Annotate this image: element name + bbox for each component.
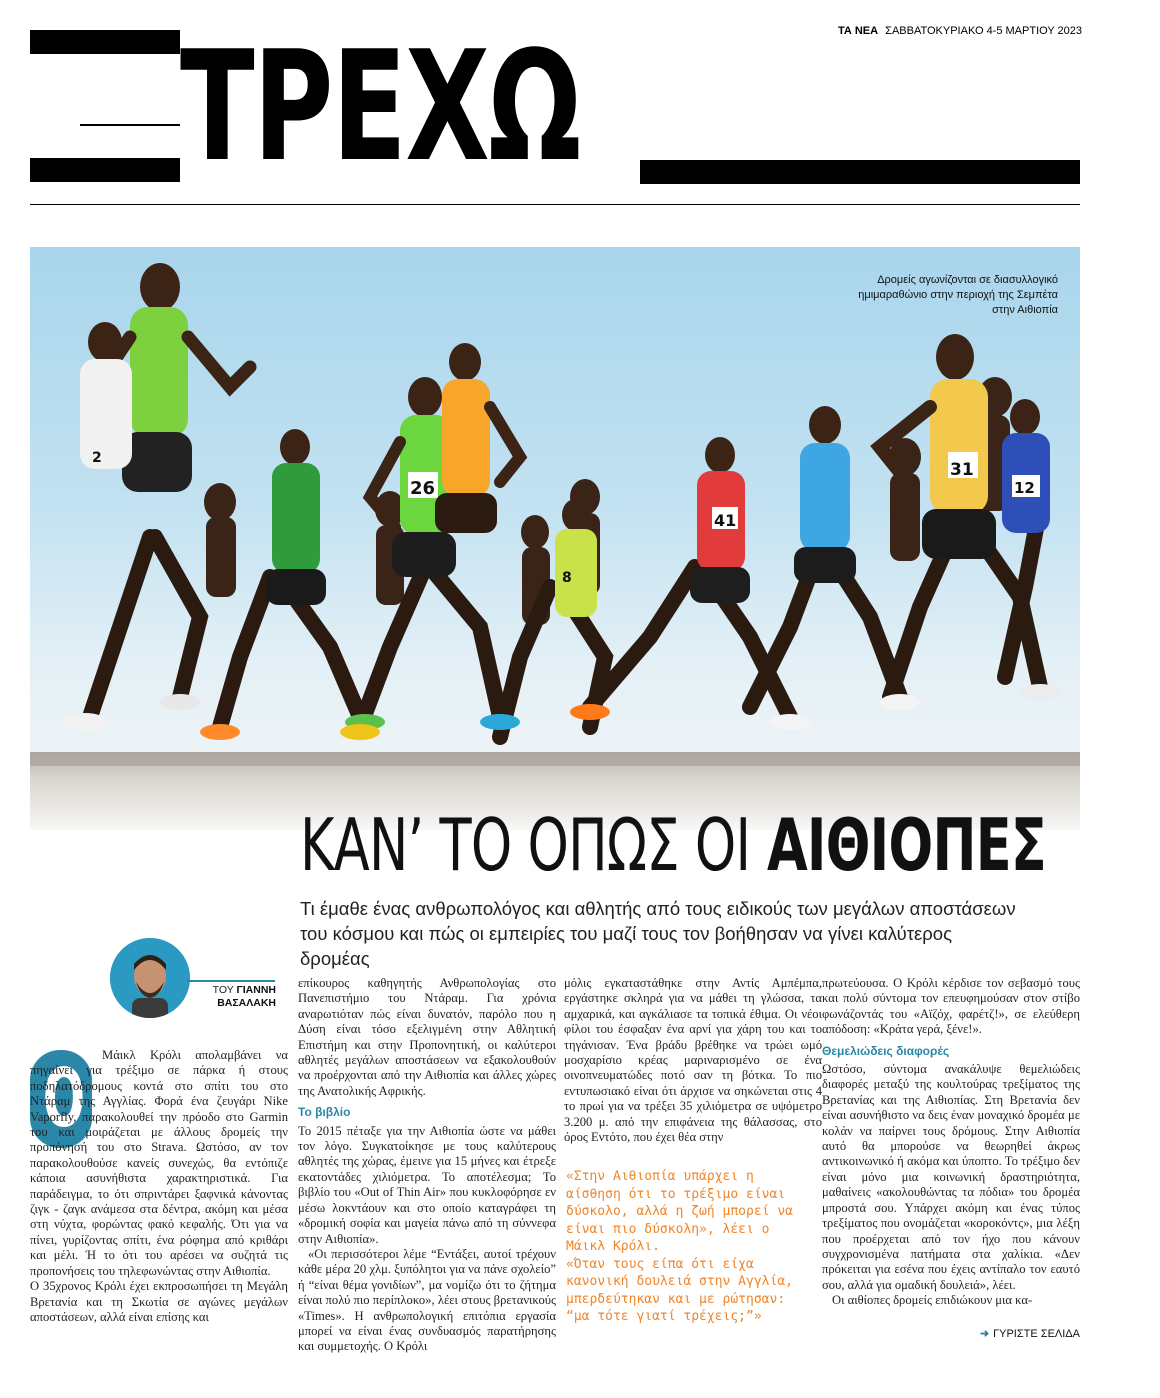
drop-cap-letter: Ο (42, 1052, 86, 1145)
runner-front-5 (794, 406, 856, 583)
pull-quote-text: «Όταν τους είπα ότι είχα κανονική δουλειά στην Αγγλία, μπερδεύτηκαν και με ρώτησαν: “μα τότε γιατί τρέχεις;”» (566, 1256, 793, 1324)
runner-front-3 (435, 343, 520, 533)
runner-shoes (63, 684, 1060, 740)
article-column-4 (822, 976, 1080, 1309)
runner-front-8 (266, 429, 326, 605)
section-title: ΤΡΕΧΩ (180, 18, 580, 195)
paragraph: Ωστόσο, σύντομα ανακάλυψε θεμελιώδεις διαφορές μεταξύ της κουλτούρας τρεξίματος της Βρετανίας και της Αιθιοπίας. Στη Βρετανία δεν είναι ασυνήθιστο να δεις έναν μοναχικό δρομέα με κολάν να παίρνει τους δρόμους. Στην Αιθιοπία αυτό θα μπορούσε να θεωρηθεί άκρως αντικοινωνικό ή ακόμα και ύποπτο. Το τρέξιμο δεν είναι μόνο μια κοινωνική δραστηριότητα, μαθαίνεις «ακολουθώντας τα πόδια» του δρομέα μπροστά σου. Υπάρχει ακόμη και ένας τύπος τρεξίματος που ονομάζεται «κοροκόντς», μια λέξη που προέρχεται από τον ήχο που κάνουν συγχρονισμένα πατήματα στα χαλίκια. «Δεν πρόκειται για εσένα που έχεις αντίπαλο τον εαυτό σου, αλλά για ομαδική δουλειά», λέει. (822, 1062, 1080, 1292)
road-edge (30, 752, 1080, 766)
paragraph: Το 2015 πέταξε για την Αιθιοπία ώστε να μάθει τον λόγο. Συγκατοίκησε με τους καλύτερους αθλητές της χώρας, έμεινε για 15 μήνες και έτρεξε εκατοντάδες χιλιόμετρα. Το αποτέλεσμα; Το βιβλίο του «Out of Thin Air» που κυκλοφόρησε εν μέσω λοκντάουν και στο οποίο καταγράφει τη «δρομική σοφία και μαγεία πάνω από τη σύννεφα στην Αιθιοπία». (298, 1123, 556, 1246)
lead-photo (30, 247, 1080, 830)
continue-label: ΓΥΡΙΣΤΕ ΣΕΛΙΔΑ (993, 1328, 1080, 1340)
continue-link[interactable] (980, 1327, 1080, 1340)
standfirst: Τι έμαθε ένας ανθρωπολόγος και αθλητής από τους ειδικούς των μεγάλων αποστάσεων του κόσμου και πώς οι εμπειρίες του μαζί τους τον βοήθησαν να γίνει καλύτερος δρομέας (300, 898, 1016, 969)
bib-number: 8 (562, 570, 572, 586)
page-meta (838, 25, 1082, 37)
bib-number: 12 (1014, 479, 1035, 497)
crosshead-book: Το βιβλίο (298, 1105, 351, 1120)
pull-quote-text: «Στην Αιθιοπία υπάρχει η αίσθηση ότι το τρέξιμο είναι δύσκολο, αλλά η ζωή μπορεί να είναι πιο δύσκολη», λέει ο Μάικλ Κρόλι. (566, 1169, 793, 1254)
masthead-rule-bottom (30, 158, 180, 182)
masthead-rule-mid (80, 124, 180, 126)
headline-part-light: ΚΑΝ’ ΤΟ ΟΠΩΣ ΟΙ (300, 803, 751, 887)
publication-name: ΤΑ ΝΕΑ (837, 25, 879, 37)
article-column-1 (30, 1048, 288, 1325)
runners-illustration (30, 247, 1080, 830)
byline (176, 984, 276, 1010)
bib-number: 31 (950, 460, 974, 480)
masthead-rule-top (30, 30, 180, 54)
byline-prefix: ΤΟΥ (212, 984, 234, 996)
paragraph: επίκουρος καθηγητής Ανθρωπολογίας στο Πανεπιστήμιο του Ντάραμ. Για χρόνια αναρωτιόταν πώς είναι δυνατόν, παρόλο που η Δύση είναι τόσο εξελιγμένη στην Αθλητική Επιστήμη και στην Προπονητική, οι καλύτεροι αθλητές μεγάλων αποστάσεων να εξακολουθούν να προέρχονται από την Αιθιοπία και άλλες χώρες της Ανατολικής Αφρικής. (298, 976, 556, 1098)
turn-arrow-icon: ➜ (979, 1328, 990, 1340)
paragraph: Οι αιθίοπες δρομείς επιδιώκουν μια κα- (832, 1293, 1033, 1308)
bib-number: 26 (410, 478, 436, 499)
pull-quote (566, 1168, 806, 1326)
byline-rule (187, 980, 275, 982)
article-column-3 (564, 976, 822, 1145)
bib-number: 41 (714, 511, 737, 530)
paragraph-text: Μάικλ Κρόλι απολαμβάνει να πηγαίνει για τρέξιμο σε πάρκα ή στους ποδηλατόδρομους κοντά στο σπίτι του στο Ντάραμ της Αγγλίας. Φορά ένα ζευγάρι Nike Vaporfly, παρακολουθεί την πρόοδο στο Garmin του και μοιράζεται με άλλους δρομείς την προπόνησή του στο Strava. Ωστόσο, αν τον παρακολουθούσε κανείς συνεχώς, θα εντόπιζε κάποια ασυνήθιστα χαρακτηριστικά. Για παράδειγμα, το ότι σπριντάρει ξαφνικά κάνοντας ζιγκ - ζαγκ ανάμεσα στα δέντρα, ακόμη και μέσα στη νύχτα, φορώντας φακό κεφαλής. Ότι για να πίνει, γυρίζοντας σπίτι, ένα ρόφημα από κριθάρι και μέλι. Ή το ότι του αρέσει να συζητά τις προπονήσεις του τηλεφωνώντας στην Αιθιοπία. (30, 1048, 288, 1278)
paragraph: πρωτεύουσα. Ο Κρόλι κέρδισε τον σεβασμό τους και πολύ σύντομα τον επευφημούσαν στον στίβο φωνάζοντάς του «Αϊζόχ, φαρέτζ!», σε ελεύθερη απόδοση: «Κράτα γερά, ξένε!». (822, 976, 1080, 1037)
bib-number: 2 (92, 450, 102, 466)
paragraph (30, 1048, 288, 1279)
photo-caption: Δρομείς αγωνίζονται σε διασυλλογικό ημιμαραθώνιο στην περιοχή της Σεμπέτα στην Αιθιοπία (858, 274, 1058, 316)
crosshead-differences: Θεμελιώδεις διαφορές (822, 1043, 950, 1058)
author-first-name: ΓΙΑΝΝΗ (236, 984, 276, 996)
paragraph: «Οι περισσότεροι λέμε “Εντάξει, αυτοί τρέχουν κάθε μέρα 20 χλμ. ξυπόλητοι για να πάνε σχολείο” ή “είναι θέμα γονιδίων”, μα νομίζω ότι το ζήτημα είναι πολύ πιο περίπλοκο», λέει στους βρετανικούς «Times». Η ανθρωπολογική επιτόπια εργασία μπορεί να είναι ένας συνδυασμός παρατήρησης και συμμετοχής. Ο Κρόλι (298, 1246, 556, 1354)
paragraph: μόλις εγκαταστάθηκε στην Αντίς Αμπέμπα, εργάστηκε σκληρά για να μάθει τη γλώσσα, τα αμχαρικά, και αγκάλιασε τα τοπικά έθιμα. Οι νέοι φίλοι του έσφαξαν ένα αρνί για χάρη του και το τηγάνισαν. Ένα βράδυ βρέθηκε να τρώει ωμό μοσχαρίσιο κρέας μαριναρισμένο σε ένα οινοπνευματώδες ποτό σαν τη βότκα. Το πιο εντυπωσιακό είναι ότι άρχισε να σηκώνεται στις 4 το πρωί για να τρέξει 35 χιλιόμετρα σε υψόμετρο 3.200 μ. από την επιφάνεια της θάλασσας, στο όρος Εντότο, που έχει θέα στην (564, 976, 822, 1145)
runner-front-7 (1002, 399, 1050, 533)
headline (300, 800, 1047, 890)
author-last-name: ΒΑΣΑΛΑΚΗ (217, 997, 276, 1009)
edition-date: ΣΑΒΒΑΤΟΚΥΡΙΑΚΟ 4-5 ΜΑΡΤΙΟΥ 2023 (885, 25, 1082, 37)
paragraph: Ο 35χρονος Κρόλι έχει εκπροσωπήσει τη Μεγάλη Βρετανία και τη Σκωτία σε αγώνες μεγάλων αποστάσεων, αλλά είναι επίσης και (30, 1279, 288, 1324)
masthead-rule-right (640, 160, 1080, 184)
headline-part-bold: ΑΙΘΙΟΠΕΣ (766, 803, 1047, 887)
header-divider (30, 204, 1080, 205)
article-column-2 (298, 976, 556, 1355)
